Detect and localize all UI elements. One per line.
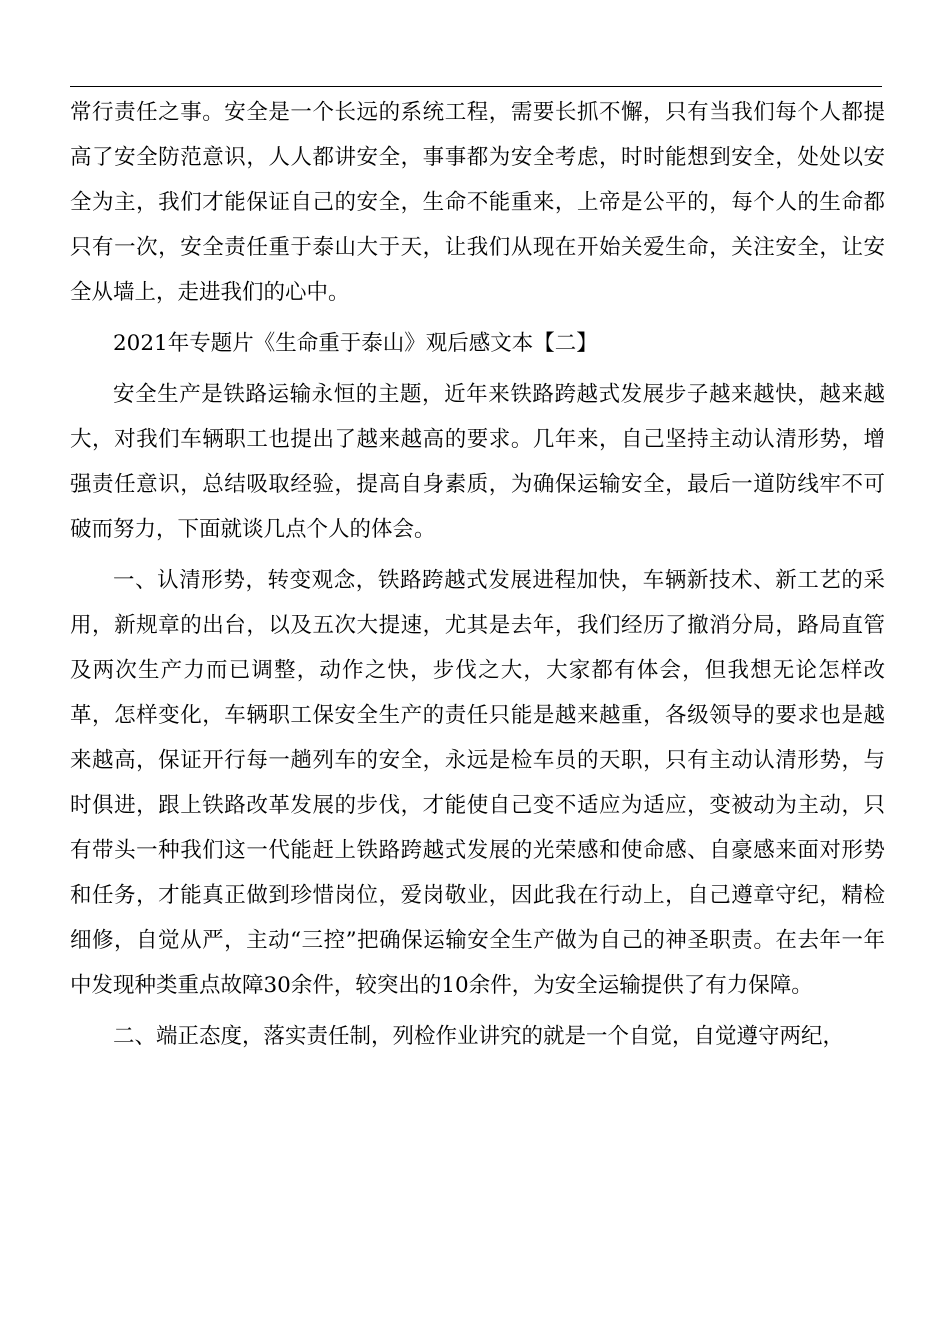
paragraph-continuation: 常行责任之事。安全是一个长远的系统工程，需要长抓不懈，只有当我们每个人都提高了安全防范意识，人人都讲安全，事事都为安全考虑，时时能想到安全，处处以安全为主，我们才能保证自己的安全，生命不能重来，上帝是公平的，每个人的生命都只有一次，安全责任重于泰山大于天，让我们从现在开始关爱生命，关注安全，让安全从墙上，走进我们的心中。: [70, 100, 885, 305]
section-heading: 2021年专题片《生命重于泰山》观后感文本【二】: [113, 331, 598, 356]
paragraph-point-two: 二、端正态度，落实责任制，列检作业讲究的就是一个自觉，自觉遵守两纪，: [113, 1024, 845, 1049]
document-body: [70, 90, 885, 1059]
paragraph-intro: 安全生产是铁路运输永恒的主题，近年来铁路跨越式发展步子越来越快，越来越大，对我们车辆职工也提出了越来越高的要求。几年来，自己坚持主动认清形势，增强责任意识，总结吸取经验，提高自身素质，为确保运输安全，最后一道防线牢不可破而努力，下面就谈几点个人的体会。: [70, 382, 885, 542]
header-rule: [70, 86, 882, 87]
paragraph-point-one: 一、认清形势，转变观念，铁路跨越式发展进程加快，车辆新技术、新工艺的采用，新规章的出台，以及五次大提速，尤其是去年，我们经历了撤消分局，路局直管及两次生产力而已调整，动作之快，步伐之大，大家都有体会，但我想无论怎样改革，怎样变化，车辆职工保安全生产的责任只能是越来越重，各级领导的要求也是越来越高，保证开行每一趟列车的安全，永远是检车员的天职，只有主动认清形势，与时俱进，跟上铁路改革发展的步伐，才能使自己变不适应为适应，变被动为主动，只有带头一种我们这一代能赶上铁路跨越式发展的光荣感和使命感、自豪感来面对形势和任务，才能真正做到珍惜岗位，爱岗敬业，因此我在行动上，自己遵章守纪，精检细修，自觉从严，主动“三控”把确保运输安全生产做为自己的神圣职责。在去年一年中发现种类重点故障30余件，较突出的10余件，为安全运输提供了有力保障。: [70, 568, 885, 998]
